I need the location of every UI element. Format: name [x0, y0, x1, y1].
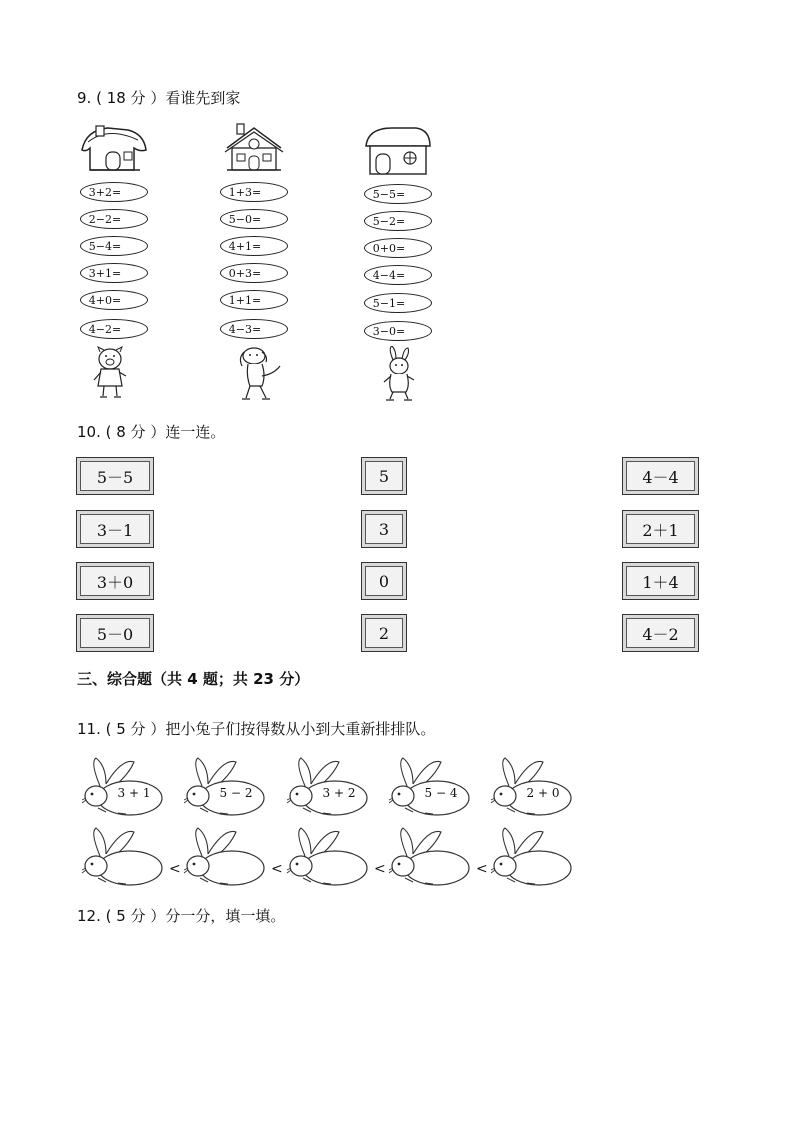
q9-c2-item-2: 5−0=	[220, 209, 288, 229]
q11-less-than-sign-1: <	[169, 861, 181, 877]
q9-c2-item-3: 4+1=	[220, 236, 288, 256]
q9-c3-item-2: 5−2=	[364, 211, 432, 231]
q11-title: 11. ( 5 分 ）把小兔子们按得数从小到大重新排排队。	[77, 720, 436, 738]
q11-rabbit-5	[487, 756, 575, 818]
house-1-icon	[78, 122, 150, 174]
house-2-icon	[223, 122, 285, 176]
q11-answer-rabbit-3[interactable]	[283, 826, 371, 888]
q11-answer-rabbit-4[interactable]	[385, 826, 473, 888]
q10-left-box-4[interactable]	[76, 614, 154, 652]
q11-answer-rabbit-2[interactable]	[180, 826, 268, 888]
q10-right-label-2: 2＋1	[626, 514, 695, 544]
q9-c2-item-1: 1+3=	[220, 182, 288, 202]
q10-title: 10. ( 8 分 ）连一连。	[77, 423, 226, 441]
q9-c2-item-6: 4−3=	[220, 319, 288, 339]
q11-rabbit-expression-1: 3 + 1	[117, 786, 151, 800]
q11-rabbit-1	[78, 756, 166, 818]
q11-less-than-sign-2: <	[271, 861, 283, 877]
q10-left-label-3: 3＋0	[80, 566, 150, 596]
q11-rabbit-expression-4: 5 − 4	[424, 786, 458, 800]
q10-middle-box-3[interactable]	[361, 562, 407, 600]
q9-c1-item-1: 3+2=	[80, 182, 148, 202]
q9-c1-item-2: 2−2=	[80, 209, 148, 229]
q9-title: 9. ( 18 分 ）看谁先到家	[77, 89, 241, 107]
q11-rabbit-2	[180, 756, 268, 818]
q11-rabbit-expression-2: 5 − 2	[219, 786, 253, 800]
q10-right-label-3: 1＋4	[626, 566, 695, 596]
q12-title: 12. ( 5 分 ）分一分，填一填。	[77, 907, 286, 925]
q10-middle-label-2: 3	[365, 514, 403, 544]
pig-icon	[90, 346, 130, 400]
q10-right-box-3[interactable]	[622, 562, 699, 600]
section-3-title: 三、综合题（共 4 题；共 23 分）	[77, 670, 310, 688]
q9-c3-item-3: 0+0=	[364, 238, 432, 258]
q9-c1-item-4: 3+1=	[80, 263, 148, 283]
q10-middle-box-4[interactable]	[361, 614, 407, 652]
q10-left-label-4: 5－0	[80, 618, 150, 648]
q9-c2-item-4: 0+3=	[220, 263, 288, 283]
q10-right-box-2[interactable]	[622, 510, 699, 548]
house-3-icon	[362, 124, 434, 178]
q11-answer-rabbit-1[interactable]	[78, 826, 166, 888]
q9-c1-item-3: 5−4=	[80, 236, 148, 256]
q9-c3-item-1: 5−5=	[364, 184, 432, 204]
q10-left-label-1: 5－5	[80, 461, 150, 491]
q9-c2-item-5: 1+1=	[220, 290, 288, 310]
q10-middle-box-1[interactable]	[361, 457, 407, 495]
q11-rabbit-3	[283, 756, 371, 818]
q10-left-box-2[interactable]	[76, 510, 154, 548]
q10-right-label-1: 4－4	[626, 461, 695, 491]
q9-c1-item-6: 4−2=	[80, 319, 148, 339]
q10-right-box-4[interactable]	[622, 614, 699, 652]
q9-c1-item-5: 4+0=	[80, 290, 148, 310]
dog-icon	[236, 346, 286, 402]
q10-right-label-4: 4－2	[626, 618, 695, 648]
q10-left-label-2: 3－1	[80, 514, 150, 544]
q10-middle-label-3: 0	[365, 566, 403, 596]
q11-rabbit-expression-5: 2 + 0	[526, 786, 560, 800]
q10-left-box-1[interactable]	[76, 457, 154, 495]
q10-middle-label-1: 5	[365, 461, 403, 491]
q9-c3-item-5: 5−1=	[364, 293, 432, 313]
q11-rabbit-expression-3: 3 + 2	[322, 786, 356, 800]
q11-less-than-sign-3: <	[374, 861, 386, 877]
rabbit-icon	[378, 346, 418, 402]
q11-less-than-sign-4: <	[476, 861, 488, 877]
q10-middle-box-2[interactable]	[361, 510, 407, 548]
q10-middle-label-4: 2	[365, 618, 403, 648]
q10-left-box-3[interactable]	[76, 562, 154, 600]
q9-c3-item-4: 4−4=	[364, 265, 432, 285]
q10-right-box-1[interactable]	[622, 457, 699, 495]
q11-rabbit-4	[385, 756, 473, 818]
q11-answer-rabbit-5[interactable]	[487, 826, 575, 888]
q9-c3-item-6: 3−0=	[364, 321, 432, 341]
